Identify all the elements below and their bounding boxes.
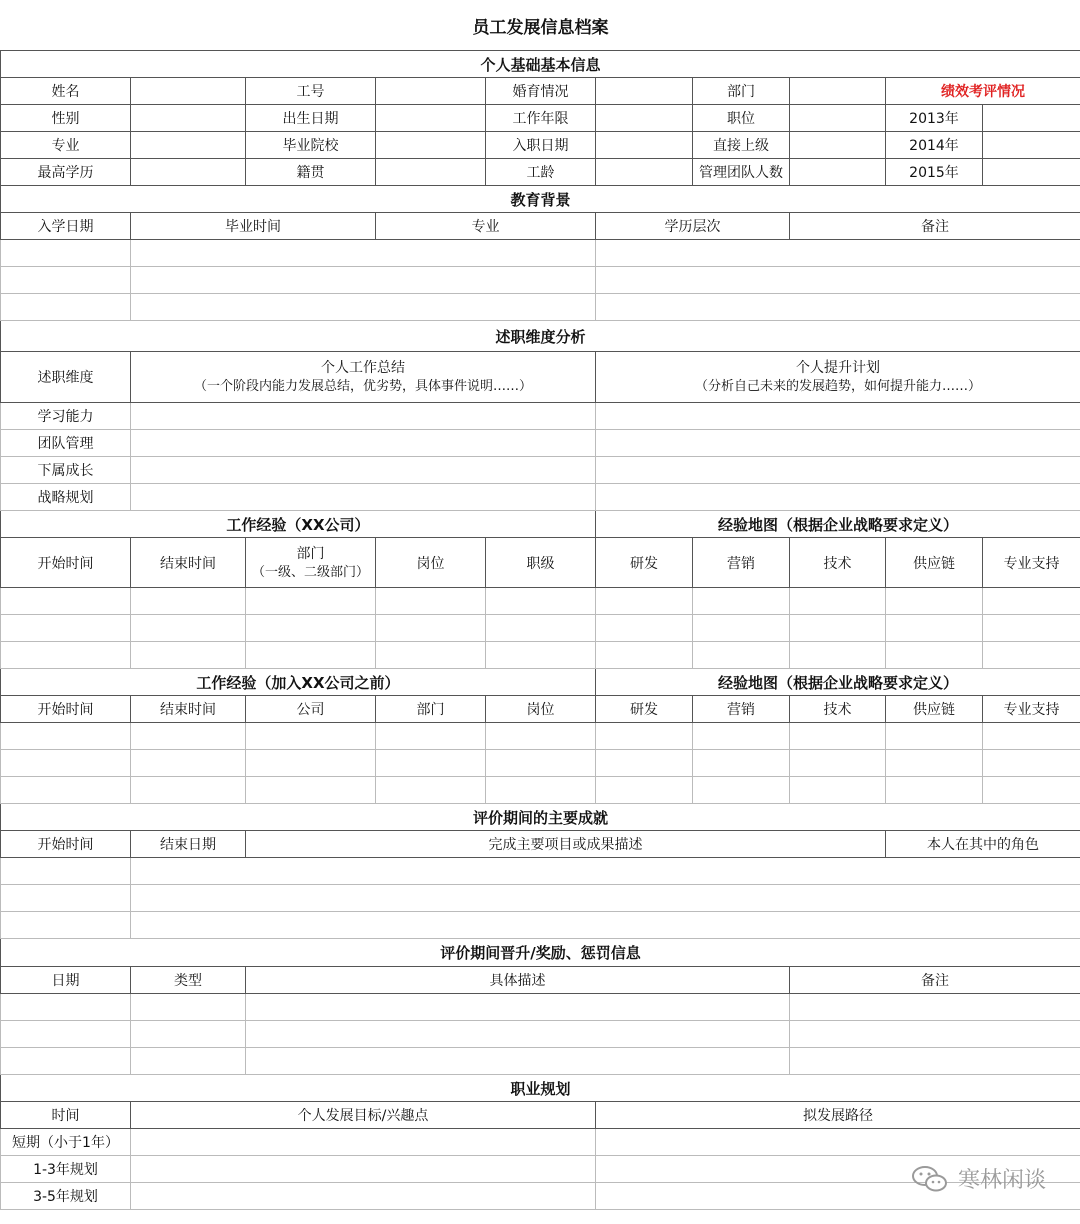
page-title: 员工发展信息档案 <box>1 0 1080 51</box>
promo-cell[interactable] <box>790 1021 1080 1048</box>
cell[interactable] <box>1 723 131 750</box>
label-dept: 部门 <box>693 78 790 105</box>
plan-subtitle: （分析自己未来的发展趋势，如何提升能力……） <box>695 379 982 394</box>
cell[interactable] <box>983 615 1080 642</box>
cell[interactable] <box>886 615 983 642</box>
cell[interactable] <box>596 777 693 804</box>
cell[interactable] <box>131 750 246 777</box>
map2-col-marketing: 营销 <box>693 696 790 723</box>
ach-cell[interactable] <box>1 885 131 912</box>
promo-cell[interactable] <box>131 1048 246 1075</box>
ach-cell[interactable] <box>131 858 1080 885</box>
cell[interactable] <box>246 615 376 642</box>
edu-cell[interactable] <box>1 267 131 294</box>
value-cell[interactable] <box>983 159 1080 186</box>
map2-col-supply: 供应链 <box>886 696 983 723</box>
label-degree: 最高学历 <box>1 159 131 186</box>
cell[interactable] <box>886 723 983 750</box>
work-xx-heading: 工作经验（XX公司） <box>1 511 596 538</box>
dim-team: 团队管理 <box>1 430 131 457</box>
cell[interactable] <box>790 777 886 804</box>
edu-col-note: 备注 <box>790 213 1080 240</box>
cell[interactable] <box>486 723 596 750</box>
summary-cell[interactable] <box>131 484 596 511</box>
cell[interactable] <box>790 642 886 669</box>
map-col-supply: 供应链 <box>886 538 983 588</box>
promo-col-date: 日期 <box>1 967 131 994</box>
map-col-rd: 研发 <box>596 538 693 588</box>
edu-col-graduation: 毕业时间 <box>131 213 376 240</box>
wb-col-end: 结束时间 <box>131 696 246 723</box>
promo-col-desc: 具体描述 <box>246 967 790 994</box>
cell[interactable] <box>790 588 886 615</box>
label-major: 专业 <box>1 132 131 159</box>
review-dim-label: 述职维度 <box>1 352 131 403</box>
cell[interactable] <box>596 750 693 777</box>
dim-subordinates: 下属成长 <box>1 457 131 484</box>
promo-cell[interactable] <box>1 1021 131 1048</box>
promo-cell[interactable] <box>246 1021 790 1048</box>
year-2013: 2013年 <box>886 105 983 132</box>
cell[interactable] <box>376 588 486 615</box>
cell[interactable] <box>886 642 983 669</box>
plan-cell[interactable] <box>596 403 1080 430</box>
edu-col-start: 入学日期 <box>1 213 131 240</box>
value-cell[interactable] <box>376 159 486 186</box>
label-birth: 出生日期 <box>246 105 376 132</box>
plan-cell[interactable] <box>596 484 1080 511</box>
ach-cell[interactable] <box>131 912 1080 939</box>
promo-cell[interactable] <box>246 1048 790 1075</box>
wb-col-start: 开始时间 <box>1 696 131 723</box>
summary-cell[interactable] <box>131 403 596 430</box>
cell[interactable] <box>596 642 693 669</box>
promo-cell[interactable] <box>1 1048 131 1075</box>
career-col-path: 拟发展路径 <box>596 1102 1080 1129</box>
promo-cell[interactable] <box>1 994 131 1021</box>
cell[interactable] <box>596 615 693 642</box>
edu-cell[interactable] <box>596 294 1080 321</box>
cell[interactable] <box>376 750 486 777</box>
promo-cell[interactable] <box>246 994 790 1021</box>
edu-cell[interactable] <box>131 294 596 321</box>
value-cell[interactable] <box>790 105 886 132</box>
cell[interactable] <box>376 723 486 750</box>
value-cell[interactable] <box>131 78 246 105</box>
wx-col-end: 结束时间 <box>131 538 246 588</box>
value-cell[interactable] <box>596 105 693 132</box>
career-heading: 职业规划 <box>1 1075 1080 1102</box>
cell[interactable] <box>486 777 596 804</box>
promo-cell[interactable] <box>790 1048 1080 1075</box>
cell[interactable] <box>1 777 131 804</box>
promo-cell[interactable] <box>131 994 246 1021</box>
promo-col-type: 类型 <box>131 967 246 994</box>
cell[interactable] <box>246 642 376 669</box>
cell[interactable] <box>596 588 693 615</box>
cell[interactable] <box>131 723 246 750</box>
cell[interactable] <box>790 723 886 750</box>
cell[interactable] <box>1 588 131 615</box>
ach-col-end: 结束日期 <box>131 831 246 858</box>
wx-col-dept <box>246 538 376 588</box>
label-name: 姓名 <box>1 78 131 105</box>
cell[interactable] <box>983 642 1080 669</box>
cell[interactable] <box>790 750 886 777</box>
value-cell[interactable] <box>131 132 246 159</box>
ach-col-start: 开始时间 <box>1 831 131 858</box>
value-cell[interactable] <box>790 159 886 186</box>
cell[interactable] <box>131 588 246 615</box>
value-cell[interactable] <box>131 105 246 132</box>
cell[interactable] <box>693 750 790 777</box>
ach-cell[interactable] <box>131 885 1080 912</box>
cell[interactable] <box>983 723 1080 750</box>
edu-col-level: 学历层次 <box>596 213 790 240</box>
value-cell[interactable] <box>790 78 886 105</box>
label-seniority: 工龄 <box>486 159 596 186</box>
ach-cell[interactable] <box>1 858 131 885</box>
career-cell[interactable] <box>131 1183 596 1210</box>
label-gender: 性别 <box>1 105 131 132</box>
cell[interactable] <box>886 588 983 615</box>
map-heading-2: 经验地图（根据企业战略要求定义） <box>596 669 1080 696</box>
label-team-size: 管理团队人数 <box>693 159 790 186</box>
cell[interactable] <box>376 642 486 669</box>
cell[interactable] <box>246 750 376 777</box>
summary-subtitle: （一个阶段内能力发展总结，优劣势，具体事件说明……） <box>193 379 532 394</box>
wb-col-dept: 部门 <box>376 696 486 723</box>
summary-title: 个人工作总结 <box>321 360 405 376</box>
career-cell[interactable] <box>596 1129 1080 1156</box>
value-cell[interactable] <box>790 132 886 159</box>
label-marital: 婚育情况 <box>486 78 596 105</box>
edu-cell[interactable] <box>596 267 1080 294</box>
wb-col-company: 公司 <box>246 696 376 723</box>
watermark <box>910 1163 1046 1194</box>
label-supervisor: 直接上级 <box>693 132 790 159</box>
value-cell[interactable] <box>131 159 246 186</box>
ach-col-role: 本人在其中的角色 <box>886 831 1080 858</box>
wx-col-post: 岗位 <box>376 538 486 588</box>
summary-cell[interactable] <box>131 430 596 457</box>
value-cell[interactable] <box>376 105 486 132</box>
review-plan-header <box>596 352 1080 403</box>
value-cell[interactable] <box>596 159 693 186</box>
map-col-tech: 技术 <box>790 538 886 588</box>
wb-col-post: 岗位 <box>486 696 596 723</box>
value-cell[interactable] <box>596 132 693 159</box>
cell[interactable] <box>376 615 486 642</box>
plan-cell[interactable] <box>596 430 1080 457</box>
wechat-icon <box>910 1164 950 1194</box>
edu-cell[interactable] <box>131 240 596 267</box>
review-heading: 述职维度分析 <box>1 321 1080 352</box>
map2-col-support: 专业支持 <box>983 696 1080 723</box>
map2-col-rd: 研发 <box>596 696 693 723</box>
work-before-heading: 工作经验（加入XX公司之前） <box>1 669 596 696</box>
label-position: 职位 <box>693 105 790 132</box>
cell[interactable] <box>486 615 596 642</box>
dim-strategy: 战略规划 <box>1 484 131 511</box>
cell[interactable] <box>486 588 596 615</box>
promo-col-note: 备注 <box>790 967 1080 994</box>
cell[interactable] <box>693 777 790 804</box>
cell[interactable] <box>1 642 131 669</box>
career-1-3: 1-3年规划 <box>1 1156 131 1183</box>
label-join-date: 入职日期 <box>486 132 596 159</box>
promo-cell[interactable] <box>790 994 1080 1021</box>
basic-info-heading: 个人基础基本信息 <box>1 51 1080 78</box>
map-heading: 经验地图（根据企业战略要求定义） <box>596 511 1080 538</box>
summary-cell[interactable] <box>131 457 596 484</box>
map-col-marketing: 营销 <box>693 538 790 588</box>
cell[interactable] <box>983 588 1080 615</box>
career-3-5: 3-5年规划 <box>1 1183 131 1210</box>
year-2015: 2015年 <box>886 159 983 186</box>
career-col-time: 时间 <box>1 1102 131 1129</box>
review-summary-header <box>131 352 596 403</box>
cell[interactable] <box>1 615 131 642</box>
promo-cell[interactable] <box>131 1021 246 1048</box>
cell[interactable] <box>693 723 790 750</box>
map-col-support: 专业支持 <box>983 538 1080 588</box>
edu-cell[interactable] <box>131 267 596 294</box>
plan-title: 个人提升计划 <box>796 360 881 376</box>
ach-col-desc: 完成主要项目或成果描述 <box>246 831 886 858</box>
value-cell[interactable] <box>596 78 693 105</box>
edu-cell[interactable] <box>596 240 1080 267</box>
label-id: 工号 <box>246 78 376 105</box>
wx-col-rank: 职级 <box>486 538 596 588</box>
edu-cell[interactable] <box>1 240 131 267</box>
cell[interactable] <box>246 723 376 750</box>
cell[interactable] <box>693 615 790 642</box>
cell[interactable] <box>693 588 790 615</box>
dept-sublabel: （一级、二级部门） <box>251 564 369 580</box>
label-work-years: 工作年限 <box>486 105 596 132</box>
cell[interactable] <box>983 750 1080 777</box>
label-school: 毕业院校 <box>246 132 376 159</box>
cell[interactable] <box>486 642 596 669</box>
edu-cell[interactable] <box>1 294 131 321</box>
cell[interactable] <box>983 777 1080 804</box>
watermark-text: 寒林闲谈 <box>957 1168 1046 1193</box>
career-col-goal: 个人发展目标/兴趣点 <box>131 1102 596 1129</box>
cell[interactable] <box>596 723 693 750</box>
ach-cell[interactable] <box>1 912 131 939</box>
cell[interactable] <box>1 750 131 777</box>
value-cell[interactable] <box>376 78 486 105</box>
wx-col-start: 开始时间 <box>1 538 131 588</box>
value-cell[interactable] <box>983 105 1080 132</box>
dim-learning: 学习能力 <box>1 403 131 430</box>
cell[interactable] <box>886 777 983 804</box>
career-short: 短期（小于1年） <box>1 1129 131 1156</box>
cell[interactable] <box>376 777 486 804</box>
cell[interactable] <box>131 777 246 804</box>
cell[interactable] <box>131 615 246 642</box>
cell[interactable] <box>790 615 886 642</box>
value-cell[interactable] <box>983 132 1080 159</box>
career-cell[interactable] <box>131 1156 596 1183</box>
career-cell[interactable] <box>131 1129 596 1156</box>
edu-col-major: 专业 <box>376 213 596 240</box>
dept-label: 部门 <box>296 545 325 562</box>
cell[interactable] <box>693 642 790 669</box>
cell[interactable] <box>131 642 246 669</box>
achieve-heading: 评价期间的主要成就 <box>1 804 1080 831</box>
education-heading: 教育背景 <box>1 186 1080 213</box>
label-hometown: 籍贯 <box>246 159 376 186</box>
value-cell[interactable] <box>376 132 486 159</box>
cell[interactable] <box>886 750 983 777</box>
plan-cell[interactable] <box>596 457 1080 484</box>
year-2014: 2014年 <box>886 132 983 159</box>
perf-review-label: 绩效考评情况 <box>886 78 1080 105</box>
map2-col-tech: 技术 <box>790 696 886 723</box>
cell[interactable] <box>246 777 376 804</box>
cell[interactable] <box>486 750 596 777</box>
promo-heading: 评价期间晋升/奖励、惩罚信息 <box>1 939 1080 967</box>
cell[interactable] <box>246 588 376 615</box>
